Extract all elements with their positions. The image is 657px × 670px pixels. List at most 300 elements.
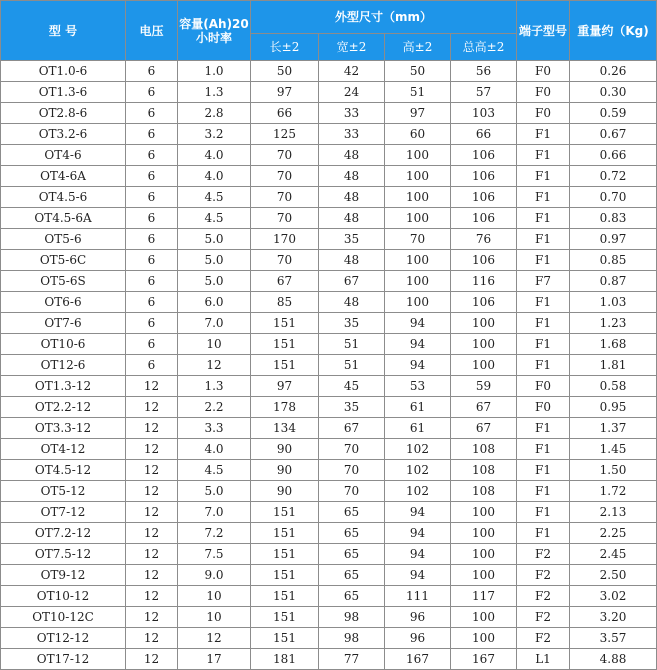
voltage-cell: 6 <box>126 103 178 124</box>
table-header <box>1 1 657 61</box>
table-row <box>1 103 657 124</box>
terminal-cell: F1 <box>517 460 570 481</box>
weight-cell: 0.87 <box>570 271 657 292</box>
table-row <box>1 586 657 607</box>
height-cell: 100 <box>385 145 451 166</box>
model-cell: OT4.5-12 <box>1 460 126 481</box>
height-cell: 100 <box>385 208 451 229</box>
header-dimensions: 外型尺寸（mm） <box>251 1 517 34</box>
voltage-cell: 6 <box>126 61 178 82</box>
terminal-cell: F1 <box>517 145 570 166</box>
header-length: 长±2 <box>251 34 319 61</box>
capacity-cell: 4.5 <box>178 187 251 208</box>
length-cell: 178 <box>251 397 319 418</box>
model-cell: OT5-12 <box>1 481 126 502</box>
width-cell: 48 <box>319 292 385 313</box>
height-cell: 61 <box>385 418 451 439</box>
terminal-cell: F1 <box>517 334 570 355</box>
width-cell: 48 <box>319 208 385 229</box>
voltage-cell: 6 <box>126 334 178 355</box>
terminal-cell: F1 <box>517 502 570 523</box>
capacity-cell: 4.0 <box>178 145 251 166</box>
terminal-cell: F2 <box>517 586 570 607</box>
total-height-cell: 100 <box>451 355 517 376</box>
model-cell: OT7.2-12 <box>1 523 126 544</box>
voltage-cell: 12 <box>126 565 178 586</box>
total-height-cell: 100 <box>451 313 517 334</box>
width-cell: 65 <box>319 523 385 544</box>
weight-cell: 0.95 <box>570 397 657 418</box>
model-cell: OT7.5-12 <box>1 544 126 565</box>
voltage-cell: 6 <box>126 250 178 271</box>
total-height-cell: 100 <box>451 523 517 544</box>
weight-cell: 1.45 <box>570 439 657 460</box>
table-row <box>1 334 657 355</box>
height-cell: 111 <box>385 586 451 607</box>
width-cell: 65 <box>319 565 385 586</box>
voltage-cell: 6 <box>126 229 178 250</box>
weight-cell: 1.03 <box>570 292 657 313</box>
voltage-cell: 12 <box>126 481 178 502</box>
table-body <box>1 61 657 670</box>
width-cell: 67 <box>319 271 385 292</box>
terminal-cell: F0 <box>517 376 570 397</box>
header-height: 高±2 <box>385 34 451 61</box>
length-cell: 151 <box>251 544 319 565</box>
model-cell: OT10-12C <box>1 607 126 628</box>
length-cell: 70 <box>251 250 319 271</box>
capacity-cell: 2.8 <box>178 103 251 124</box>
length-cell: 151 <box>251 355 319 376</box>
voltage-cell: 6 <box>126 292 178 313</box>
total-height-cell: 167 <box>451 649 517 670</box>
width-cell: 70 <box>319 460 385 481</box>
model-cell: OT4.5-6 <box>1 187 126 208</box>
length-cell: 151 <box>251 607 319 628</box>
table-row <box>1 145 657 166</box>
width-cell: 35 <box>319 313 385 334</box>
length-cell: 170 <box>251 229 319 250</box>
total-height-cell: 100 <box>451 607 517 628</box>
weight-cell: 0.66 <box>570 145 657 166</box>
terminal-cell: F1 <box>517 523 570 544</box>
terminal-cell: F2 <box>517 607 570 628</box>
total-height-cell: 76 <box>451 229 517 250</box>
voltage-cell: 12 <box>126 544 178 565</box>
capacity-cell: 7.2 <box>178 523 251 544</box>
model-cell: OT17-12 <box>1 649 126 670</box>
header-voltage: 电压 <box>126 1 178 61</box>
total-height-cell: 106 <box>451 166 517 187</box>
terminal-cell: F1 <box>517 481 570 502</box>
terminal-cell: F0 <box>517 103 570 124</box>
voltage-cell: 12 <box>126 418 178 439</box>
total-height-cell: 100 <box>451 628 517 649</box>
voltage-cell: 6 <box>126 208 178 229</box>
total-height-cell: 100 <box>451 544 517 565</box>
capacity-cell: 1.3 <box>178 82 251 103</box>
voltage-cell: 12 <box>126 439 178 460</box>
model-cell: OT6-6 <box>1 292 126 313</box>
width-cell: 24 <box>319 82 385 103</box>
length-cell: 151 <box>251 334 319 355</box>
capacity-cell: 5.0 <box>178 229 251 250</box>
height-cell: 167 <box>385 649 451 670</box>
weight-cell: 2.45 <box>570 544 657 565</box>
capacity-cell: 10 <box>178 334 251 355</box>
voltage-cell: 6 <box>126 313 178 334</box>
total-height-cell: 66 <box>451 124 517 145</box>
width-cell: 35 <box>319 397 385 418</box>
length-cell: 70 <box>251 166 319 187</box>
table-row <box>1 271 657 292</box>
terminal-cell: F2 <box>517 628 570 649</box>
table-row <box>1 313 657 334</box>
total-height-cell: 56 <box>451 61 517 82</box>
height-cell: 94 <box>385 565 451 586</box>
weight-cell: 0.97 <box>570 229 657 250</box>
total-height-cell: 108 <box>451 460 517 481</box>
length-cell: 66 <box>251 103 319 124</box>
length-cell: 90 <box>251 460 319 481</box>
capacity-cell: 5.0 <box>178 481 251 502</box>
capacity-cell: 3.2 <box>178 124 251 145</box>
terminal-cell: F1 <box>517 124 570 145</box>
voltage-cell: 12 <box>126 397 178 418</box>
terminal-cell: F0 <box>517 82 570 103</box>
width-cell: 48 <box>319 187 385 208</box>
model-cell: OT2.8-6 <box>1 103 126 124</box>
width-cell: 48 <box>319 166 385 187</box>
weight-cell: 3.57 <box>570 628 657 649</box>
weight-cell: 4.88 <box>570 649 657 670</box>
terminal-cell: F1 <box>517 229 570 250</box>
height-cell: 61 <box>385 397 451 418</box>
header-terminal: 端子型号 <box>517 1 570 61</box>
table-row <box>1 544 657 565</box>
model-cell: OT7-6 <box>1 313 126 334</box>
voltage-cell: 6 <box>126 271 178 292</box>
model-cell: OT3.3-12 <box>1 418 126 439</box>
height-cell: 100 <box>385 187 451 208</box>
length-cell: 151 <box>251 313 319 334</box>
width-cell: 33 <box>319 103 385 124</box>
terminal-cell: F1 <box>517 166 570 187</box>
height-cell: 102 <box>385 481 451 502</box>
table-row <box>1 82 657 103</box>
header-weight: 重量约（Kg) <box>570 1 657 61</box>
model-cell: OT1.3-6 <box>1 82 126 103</box>
height-cell: 100 <box>385 250 451 271</box>
total-height-cell: 108 <box>451 481 517 502</box>
table-row <box>1 61 657 82</box>
height-cell: 96 <box>385 607 451 628</box>
model-cell: OT1.0-6 <box>1 61 126 82</box>
total-height-cell: 108 <box>451 439 517 460</box>
capacity-cell: 7.5 <box>178 544 251 565</box>
capacity-cell: 1.3 <box>178 376 251 397</box>
total-height-cell: 106 <box>451 187 517 208</box>
width-cell: 77 <box>319 649 385 670</box>
width-cell: 48 <box>319 250 385 271</box>
height-cell: 102 <box>385 439 451 460</box>
table-row <box>1 628 657 649</box>
capacity-cell: 9.0 <box>178 565 251 586</box>
weight-cell: 0.26 <box>570 61 657 82</box>
table-row <box>1 523 657 544</box>
width-cell: 33 <box>319 124 385 145</box>
height-cell: 94 <box>385 313 451 334</box>
length-cell: 50 <box>251 61 319 82</box>
width-cell: 70 <box>319 481 385 502</box>
model-cell: OT4-12 <box>1 439 126 460</box>
table-row <box>1 166 657 187</box>
width-cell: 48 <box>319 145 385 166</box>
voltage-cell: 12 <box>126 502 178 523</box>
weight-cell: 1.81 <box>570 355 657 376</box>
width-cell: 65 <box>319 544 385 565</box>
weight-cell: 1.68 <box>570 334 657 355</box>
height-cell: 94 <box>385 355 451 376</box>
height-cell: 50 <box>385 61 451 82</box>
total-height-cell: 103 <box>451 103 517 124</box>
weight-cell: 0.72 <box>570 166 657 187</box>
capacity-cell: 10 <box>178 586 251 607</box>
total-height-cell: 67 <box>451 418 517 439</box>
weight-cell: 0.70 <box>570 187 657 208</box>
terminal-cell: F1 <box>517 418 570 439</box>
width-cell: 51 <box>319 334 385 355</box>
capacity-cell: 3.3 <box>178 418 251 439</box>
voltage-cell: 6 <box>126 355 178 376</box>
length-cell: 181 <box>251 649 319 670</box>
table-row <box>1 355 657 376</box>
terminal-cell: F7 <box>517 271 570 292</box>
width-cell: 35 <box>319 229 385 250</box>
table-row <box>1 460 657 481</box>
model-cell: OT4-6A <box>1 166 126 187</box>
voltage-cell: 12 <box>126 628 178 649</box>
capacity-cell: 12 <box>178 628 251 649</box>
length-cell: 70 <box>251 187 319 208</box>
table-row <box>1 292 657 313</box>
width-cell: 98 <box>319 628 385 649</box>
voltage-cell: 6 <box>126 145 178 166</box>
length-cell: 134 <box>251 418 319 439</box>
height-cell: 100 <box>385 292 451 313</box>
length-cell: 67 <box>251 271 319 292</box>
model-cell: OT12-12 <box>1 628 126 649</box>
total-height-cell: 117 <box>451 586 517 607</box>
voltage-cell: 12 <box>126 607 178 628</box>
height-cell: 100 <box>385 271 451 292</box>
length-cell: 97 <box>251 82 319 103</box>
width-cell: 70 <box>319 439 385 460</box>
model-cell: OT1.3-12 <box>1 376 126 397</box>
terminal-cell: F1 <box>517 439 570 460</box>
model-cell: OT5-6C <box>1 250 126 271</box>
capacity-cell: 4.0 <box>178 166 251 187</box>
length-cell: 125 <box>251 124 319 145</box>
total-height-cell: 59 <box>451 376 517 397</box>
model-cell: OT2.2-12 <box>1 397 126 418</box>
table-row <box>1 250 657 271</box>
capacity-cell: 17 <box>178 649 251 670</box>
total-height-cell: 100 <box>451 502 517 523</box>
height-cell: 94 <box>385 523 451 544</box>
width-cell: 98 <box>319 607 385 628</box>
table-row <box>1 397 657 418</box>
weight-cell: 1.72 <box>570 481 657 502</box>
table-row <box>1 439 657 460</box>
voltage-cell: 12 <box>126 376 178 397</box>
voltage-cell: 12 <box>126 460 178 481</box>
table-row <box>1 565 657 586</box>
total-height-cell: 57 <box>451 82 517 103</box>
height-cell: 102 <box>385 460 451 481</box>
length-cell: 151 <box>251 628 319 649</box>
table-row <box>1 649 657 670</box>
height-cell: 53 <box>385 376 451 397</box>
weight-cell: 1.23 <box>570 313 657 334</box>
capacity-cell: 4.5 <box>178 208 251 229</box>
terminal-cell: F2 <box>517 565 570 586</box>
model-cell: OT5-6S <box>1 271 126 292</box>
length-cell: 70 <box>251 145 319 166</box>
table-row <box>1 208 657 229</box>
height-cell: 100 <box>385 166 451 187</box>
weight-cell: 2.25 <box>570 523 657 544</box>
table-row <box>1 502 657 523</box>
voltage-cell: 12 <box>126 649 178 670</box>
height-cell: 94 <box>385 544 451 565</box>
model-cell: OT7-12 <box>1 502 126 523</box>
capacity-cell: 4.0 <box>178 439 251 460</box>
capacity-cell: 10 <box>178 607 251 628</box>
model-cell: OT4.5-6A <box>1 208 126 229</box>
voltage-cell: 12 <box>126 523 178 544</box>
weight-cell: 1.50 <box>570 460 657 481</box>
weight-cell: 0.58 <box>570 376 657 397</box>
terminal-cell: F0 <box>517 61 570 82</box>
model-cell: OT12-6 <box>1 355 126 376</box>
weight-cell: 0.67 <box>570 124 657 145</box>
voltage-cell: 6 <box>126 82 178 103</box>
model-cell: OT3.2-6 <box>1 124 126 145</box>
length-cell: 70 <box>251 208 319 229</box>
terminal-cell: F1 <box>517 313 570 334</box>
weight-cell: 2.50 <box>570 565 657 586</box>
terminal-cell: F1 <box>517 208 570 229</box>
height-cell: 94 <box>385 502 451 523</box>
table-row <box>1 418 657 439</box>
voltage-cell: 6 <box>126 166 178 187</box>
model-cell: OT4-6 <box>1 145 126 166</box>
voltage-cell: 12 <box>126 586 178 607</box>
height-cell: 94 <box>385 334 451 355</box>
table-row <box>1 187 657 208</box>
terminal-cell: F1 <box>517 187 570 208</box>
length-cell: 90 <box>251 481 319 502</box>
total-height-cell: 106 <box>451 292 517 313</box>
capacity-cell: 1.0 <box>178 61 251 82</box>
weight-cell: 3.20 <box>570 607 657 628</box>
length-cell: 151 <box>251 523 319 544</box>
table-row <box>1 607 657 628</box>
terminal-cell: F1 <box>517 355 570 376</box>
terminal-cell: F1 <box>517 292 570 313</box>
height-cell: 97 <box>385 103 451 124</box>
width-cell: 65 <box>319 586 385 607</box>
width-cell: 42 <box>319 61 385 82</box>
capacity-cell: 6.0 <box>178 292 251 313</box>
capacity-cell: 7.0 <box>178 502 251 523</box>
total-height-cell: 106 <box>451 250 517 271</box>
model-cell: OT9-12 <box>1 565 126 586</box>
height-cell: 96 <box>385 628 451 649</box>
model-cell: OT10-12 <box>1 586 126 607</box>
terminal-cell: F1 <box>517 250 570 271</box>
height-cell: 60 <box>385 124 451 145</box>
length-cell: 151 <box>251 502 319 523</box>
voltage-cell: 6 <box>126 187 178 208</box>
length-cell: 97 <box>251 376 319 397</box>
table-row <box>1 229 657 250</box>
capacity-cell: 4.5 <box>178 460 251 481</box>
header-capacity: 容量(Ah)20小时率 <box>178 1 251 61</box>
weight-cell: 0.59 <box>570 103 657 124</box>
capacity-cell: 2.2 <box>178 397 251 418</box>
header-total-height: 总高±2 <box>451 34 517 61</box>
weight-cell: 0.30 <box>570 82 657 103</box>
total-height-cell: 100 <box>451 334 517 355</box>
length-cell: 90 <box>251 439 319 460</box>
voltage-cell: 6 <box>126 124 178 145</box>
table-row <box>1 124 657 145</box>
width-cell: 65 <box>319 502 385 523</box>
terminal-cell: F2 <box>517 544 570 565</box>
capacity-cell: 12 <box>178 355 251 376</box>
height-cell: 70 <box>385 229 451 250</box>
terminal-cell: F0 <box>517 397 570 418</box>
capacity-cell: 5.0 <box>178 250 251 271</box>
weight-cell: 1.37 <box>570 418 657 439</box>
length-cell: 151 <box>251 586 319 607</box>
length-cell: 85 <box>251 292 319 313</box>
model-cell: OT5-6 <box>1 229 126 250</box>
weight-cell: 0.85 <box>570 250 657 271</box>
weight-cell: 0.83 <box>570 208 657 229</box>
height-cell: 51 <box>385 82 451 103</box>
width-cell: 51 <box>319 355 385 376</box>
table-row <box>1 481 657 502</box>
table-row <box>1 376 657 397</box>
capacity-cell: 7.0 <box>178 313 251 334</box>
terminal-cell: L1 <box>517 649 570 670</box>
total-height-cell: 67 <box>451 397 517 418</box>
width-cell: 67 <box>319 418 385 439</box>
header-model: 型 号 <box>1 1 126 61</box>
total-height-cell: 100 <box>451 565 517 586</box>
width-cell: 45 <box>319 376 385 397</box>
weight-cell: 2.13 <box>570 502 657 523</box>
model-cell: OT10-6 <box>1 334 126 355</box>
total-height-cell: 106 <box>451 145 517 166</box>
capacity-cell: 5.0 <box>178 271 251 292</box>
weight-cell: 3.02 <box>570 586 657 607</box>
length-cell: 151 <box>251 565 319 586</box>
total-height-cell: 116 <box>451 271 517 292</box>
